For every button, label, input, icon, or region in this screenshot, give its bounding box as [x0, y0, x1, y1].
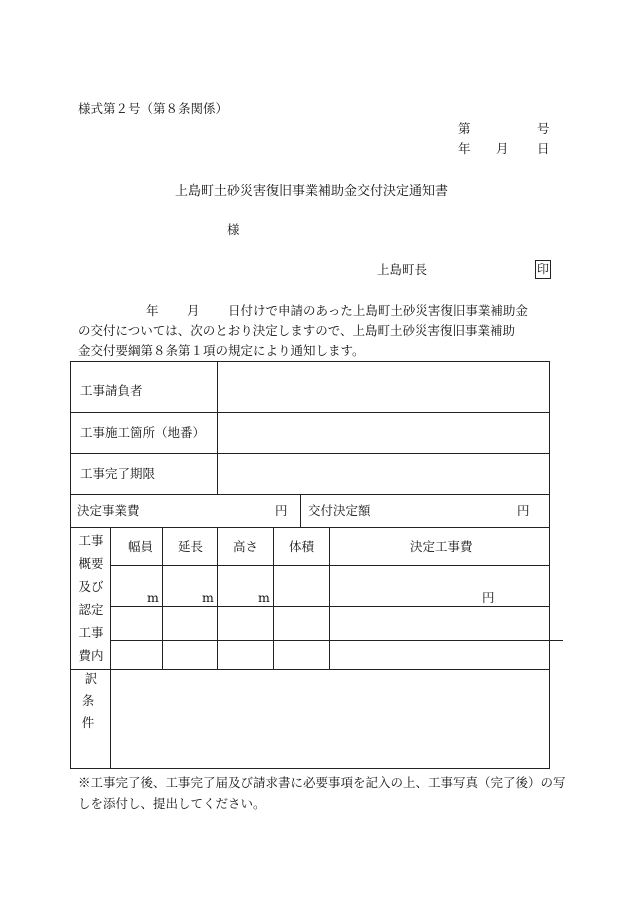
project-cost-unit: 円: [275, 503, 288, 518]
contractor-label: 工事請負者: [80, 383, 143, 398]
body-year: 年: [146, 303, 159, 318]
col-width-header: 幅員: [128, 539, 154, 554]
date-day: 日: [537, 141, 550, 156]
conditions-label: 条件: [81, 693, 95, 730]
location-label: 工事施工箇所（地番）: [80, 425, 206, 440]
number-suffix: 号: [537, 121, 550, 136]
addressee-suffix: 様: [227, 222, 240, 237]
note-line-1: ※工事完了後、工事完了届及び請求書に必要事項を記入の上、工事写真（完了後）の写: [78, 775, 566, 790]
summary-label: 工事概要及び認定工事費内訳: [78, 533, 104, 686]
document-title: 上島町土砂災害復旧事業補助金交付決定通知書: [175, 184, 449, 199]
col-cost-header: 決定工事費: [410, 539, 473, 554]
body-line-3: 金交付要綱第８条第１項の規定により通知します。: [78, 343, 365, 358]
grant-amount-unit: 円: [517, 503, 530, 518]
width-unit: m: [147, 590, 159, 605]
height-unit: m: [258, 590, 270, 605]
issuer-name: 上島町長: [377, 262, 428, 277]
note-line-2: しを添付し、提出してください。: [78, 796, 266, 811]
project-cost-label: 決定事業費: [77, 503, 140, 518]
body-month: 月: [187, 303, 200, 318]
date-year: 年: [458, 141, 471, 156]
body-line-1: 日付けで申請のあった上島町土砂災害復旧事業補助金: [228, 303, 528, 318]
col-length-header: 延長: [178, 539, 204, 554]
col-height-header: 高さ: [233, 539, 259, 554]
seal-mark: 印: [535, 260, 551, 279]
date-month: 月: [496, 141, 509, 156]
form-number: 様式第２号（第８条関係）: [78, 101, 229, 116]
col-volume-header: 体積: [289, 539, 315, 554]
grant-amount-label: 交付決定額: [308, 503, 371, 518]
length-unit: m: [202, 590, 214, 605]
body-line-2: の交付については、次のとおり決定しますので、上島町土砂災害復旧事業補助: [78, 323, 516, 338]
deadline-label: 工事完了期限: [80, 466, 156, 481]
cost-unit: 円: [482, 590, 495, 605]
number-prefix: 第: [458, 121, 471, 136]
